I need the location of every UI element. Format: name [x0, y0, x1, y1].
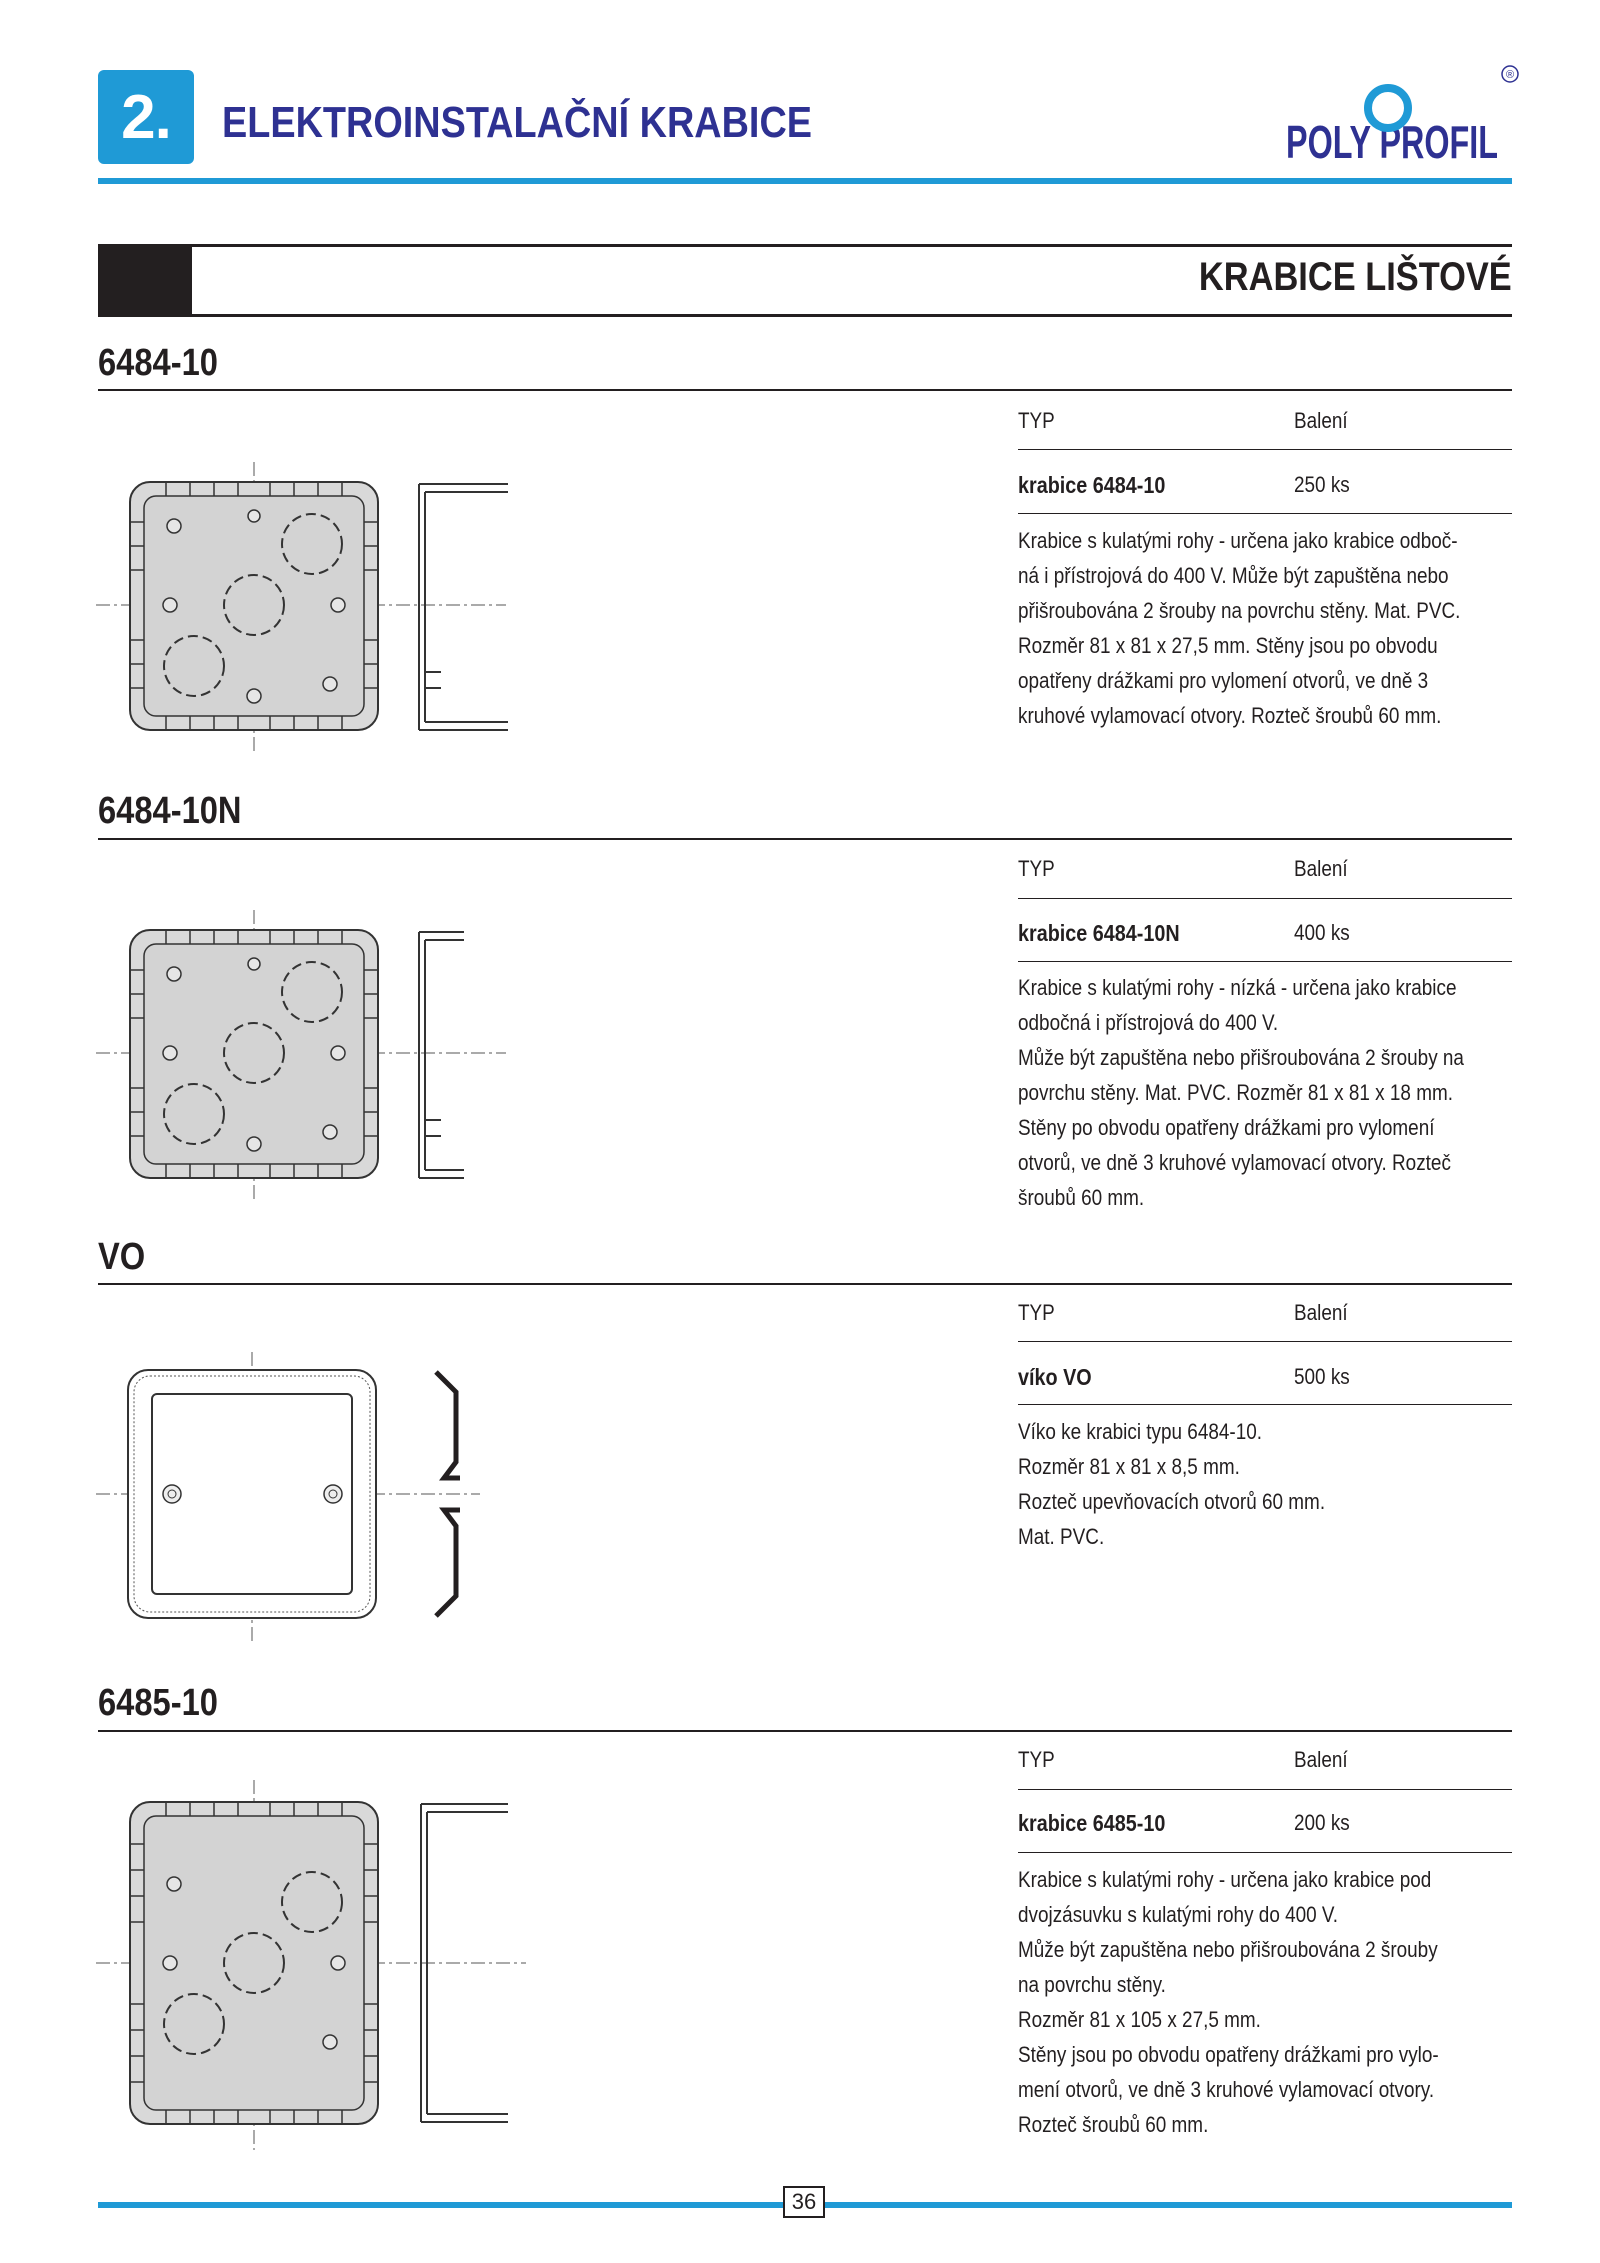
section-rule: [98, 389, 1512, 391]
brand-logo: [1278, 60, 1518, 170]
product-code: 6485-10: [98, 1682, 218, 1724]
packaging-quantity: 250 ks: [1294, 472, 1350, 497]
packaging-quantity: 200 ks: [1294, 1810, 1350, 1835]
column-header-packaging: Balení: [1294, 408, 1348, 433]
category-title: KRABICE LIŠTOVÉ: [1199, 255, 1512, 299]
column-header-packaging: Balení: [1294, 1300, 1348, 1325]
product-type: krabice 6484-10: [1018, 472, 1166, 498]
product-code: 6484-10N: [98, 790, 242, 832]
table-rule: [1018, 1404, 1512, 1405]
column-header-packaging: Balení: [1294, 856, 1348, 881]
band-bottom-rule: [98, 314, 1512, 317]
band-block: [98, 246, 192, 315]
product-description: Víko ke krabici typu 6484-10. Rozměr 81 x 81 x 8,5 mm. Rozteč upevňovacích otvorů 60 mm. Mat. PVC.: [1018, 1419, 1326, 1549]
product-code: VO: [98, 1236, 146, 1278]
product-description: Krabice s kulatými rohy - určena jako krabice pod dvojzásuvku s kulatými rohy do 400 V. Může být zapuštěna nebo přišroubována 2 šrouby na povrchu stěny. Rozměr 81 x 105 x 27,5 mm. Stěny jsou po obvodu opatřeny drážkami pro vylo- mení otvorů, ve dně 3 kruhové vylamovací otvory. Rozteč šroubů 60 mm.: [1018, 1867, 1439, 2137]
packaging-quantity: 400 ks: [1294, 920, 1350, 945]
page-number: 36: [783, 2186, 825, 2218]
packaging-quantity: 500 ks: [1294, 1364, 1350, 1389]
registered-mark: ®: [1505, 69, 1515, 81]
table-rule: [1018, 1852, 1512, 1853]
header-rule: [98, 178, 1512, 184]
product-description: Krabice s kulatými rohy - určena jako krabice odboč- ná i přístrojová do 400 V. Může být zapuštěna nebo přišroubována 2 šrouby na povrchu stěny. Mat. PVC. Rozměr 81 x 81 x 27,5 mm. Stěny jsou po obvodu opatřeny drážkami pro vylomení otvorů, ve dně 3 kruhové vylamovací otvory. Rozteč šroubů 60 mm.: [1018, 528, 1461, 728]
section-rule: [98, 838, 1512, 840]
table-rule: [1018, 1789, 1512, 1790]
section-rule: [98, 1730, 1512, 1732]
product-type: krabice 6484-10N: [1018, 920, 1180, 946]
product-description: Krabice s kulatými rohy - nízká - určena jako krabice odbočná i přístrojová do 400 V. Může být zapuštěna nebo přišroubována 2 šrouby na povrchu stěny. Mat. PVC. Rozměr 81 x 81 x 18 mm. Stěny po obvodu opatřeny drážkami pro vylomení otvorů, ve dně 3 kruhové vylamovací otvory. Rozteč šroubů 60 mm.: [1018, 975, 1464, 1210]
cover-drawing: [96, 1352, 516, 1642]
table-rule: [1018, 1341, 1512, 1342]
product-type: krabice 6485-10: [1018, 1810, 1166, 1836]
column-header-type: TYP: [1018, 408, 1055, 433]
table-rule: [1018, 898, 1512, 899]
product-type: víko VO: [1018, 1364, 1092, 1390]
box-front-drawing: [96, 462, 516, 752]
chapter-badge: 2.: [98, 70, 194, 164]
chapter-title: ELEKTROINSTALAČNÍ KRABICE: [222, 98, 813, 147]
column-header-type: TYP: [1018, 856, 1055, 881]
table-rule: [1018, 449, 1512, 450]
box-low-front-drawing: [96, 910, 516, 1200]
table-rule: [1018, 513, 1512, 514]
product-code: 6484-10: [98, 342, 218, 384]
column-header-type: TYP: [1018, 1300, 1055, 1325]
column-header-packaging: Balení: [1294, 1747, 1348, 1772]
box-double-front-drawing: [96, 1780, 526, 2150]
section-rule: [98, 1283, 1512, 1285]
table-rule: [1018, 961, 1512, 962]
column-header-type: TYP: [1018, 1747, 1055, 1772]
band-top-rule: [98, 244, 1512, 247]
logo-text: POLY PROFIL: [1286, 116, 1498, 168]
